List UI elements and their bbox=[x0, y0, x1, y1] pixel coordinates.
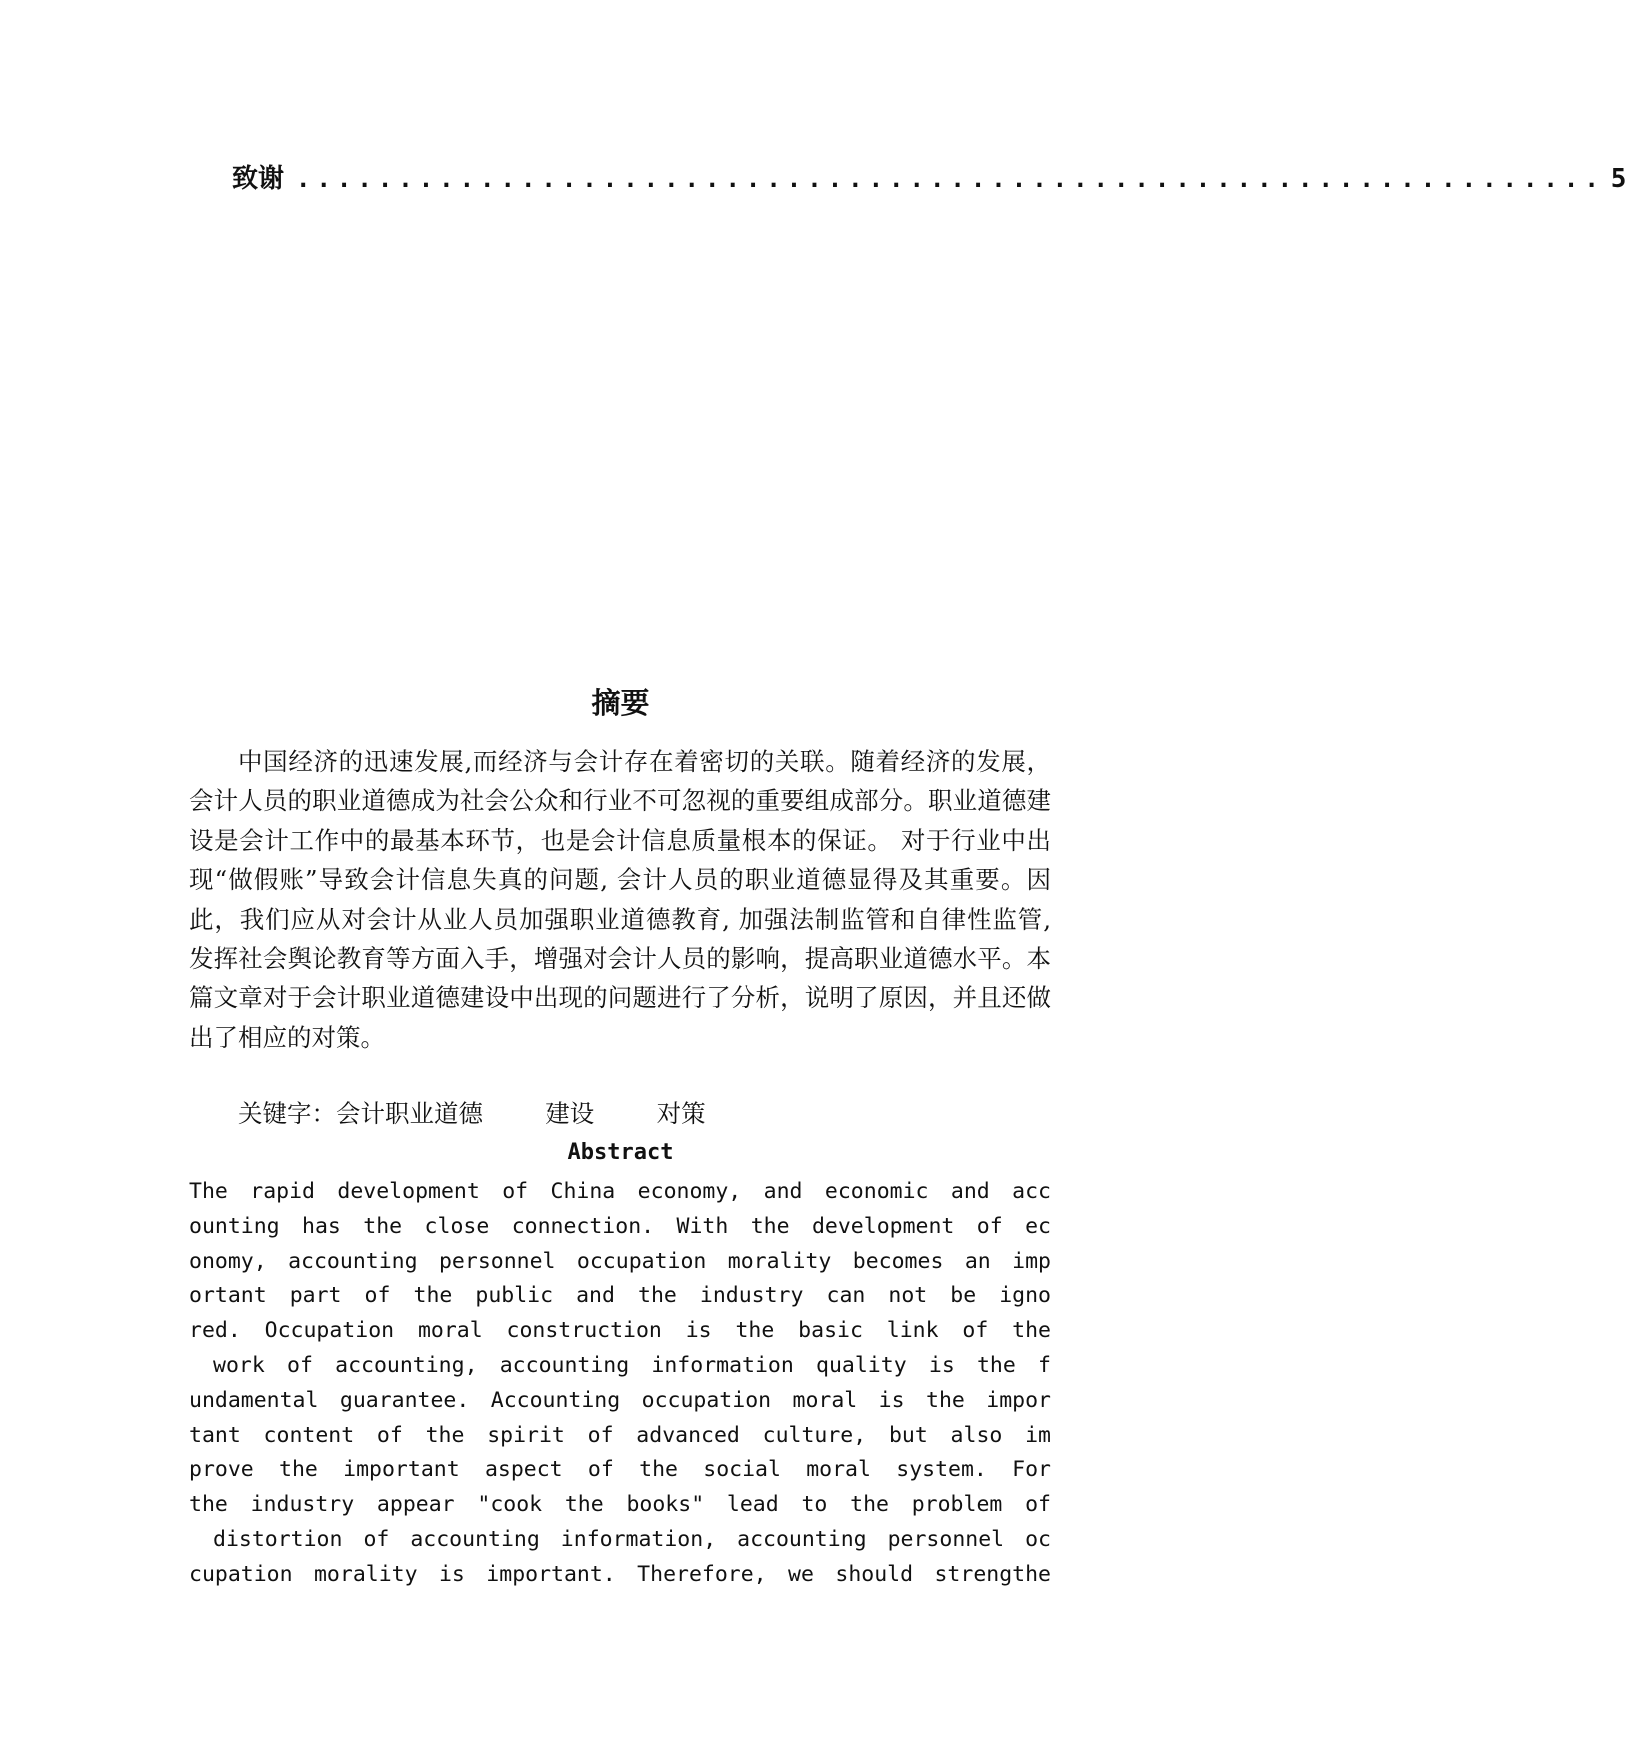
english-abstract-line: prove the important aspect of the social moral system. For bbox=[189, 1457, 1051, 1483]
chinese-keywords: 关键字：会计职业道德 建设 对策 bbox=[238, 1099, 706, 1128]
chinese-abstract-body: 中国经济的迅速发展,而经济与会计存在着密切的关联。随着经济的发展，会计人员的职业道德成为社会公众和行业不可忽视的重要组成部分。职业道德建设是会计工作中的最基本环节，也是会计信息质量根本的保证。 对于行业中出现“做假账”导致会计信息失真的问题, 会计人员的职业道德显得及其重要。因此，我们应从对会计从业人员加强职业道德教育, 加强法制监管和自律性监管, 发挥社会舆论教育等方面入手，增强对会计人员的影响，提高职业道德水平。本篇文章对于会计职业道德建设中出现的问题进行了分析，说明了原因，并且还做出了相应的对策。 bbox=[189, 747, 1051, 1052]
chinese-abstract-heading: 摘要 bbox=[591, 686, 650, 720]
english-abstract-line: tant content of the spirit of advanced culture, but also im bbox=[189, 1422, 1051, 1448]
english-abstract-body bbox=[189, 1175, 1051, 1593]
english-abstract-line: undamental guarantee. Accounting occupation moral is the impor bbox=[189, 1387, 1051, 1413]
english-abstract-heading: Abstract bbox=[567, 1140, 674, 1165]
toc-leader-dots: ................................................................ bbox=[296, 165, 1605, 193]
english-abstract-line: red. Occupation moral construction is the basic link of the bbox=[189, 1318, 1051, 1344]
english-abstract-line: ounting has the close connection. With the development of ec bbox=[189, 1213, 1051, 1239]
english-abstract-line: distortion of accounting information, accounting personnel oc bbox=[213, 1526, 1051, 1552]
english-abstract-line: ortant part of the public and the industry can not be igno bbox=[189, 1283, 1051, 1309]
english-abstract-line: work of accounting, accounting information quality is the f bbox=[213, 1352, 1051, 1378]
toc-page-number: 5 bbox=[1610, 164, 1626, 194]
english-abstract-line: The rapid development of China economy, and economic and acc bbox=[189, 1179, 1051, 1204]
english-abstract-line: onomy, accounting personnel occupation morality becomes an imp bbox=[189, 1248, 1051, 1274]
english-abstract-line: the industry appear "cook the books" lead to the problem of bbox=[189, 1492, 1051, 1518]
toc-entry-title: 致谢 bbox=[232, 164, 285, 194]
english-abstract-line: cupation morality is important. Therefore, we should strengthe bbox=[189, 1561, 1051, 1587]
toc-entry-acknowledgements[interactable] bbox=[232, 158, 1626, 195]
